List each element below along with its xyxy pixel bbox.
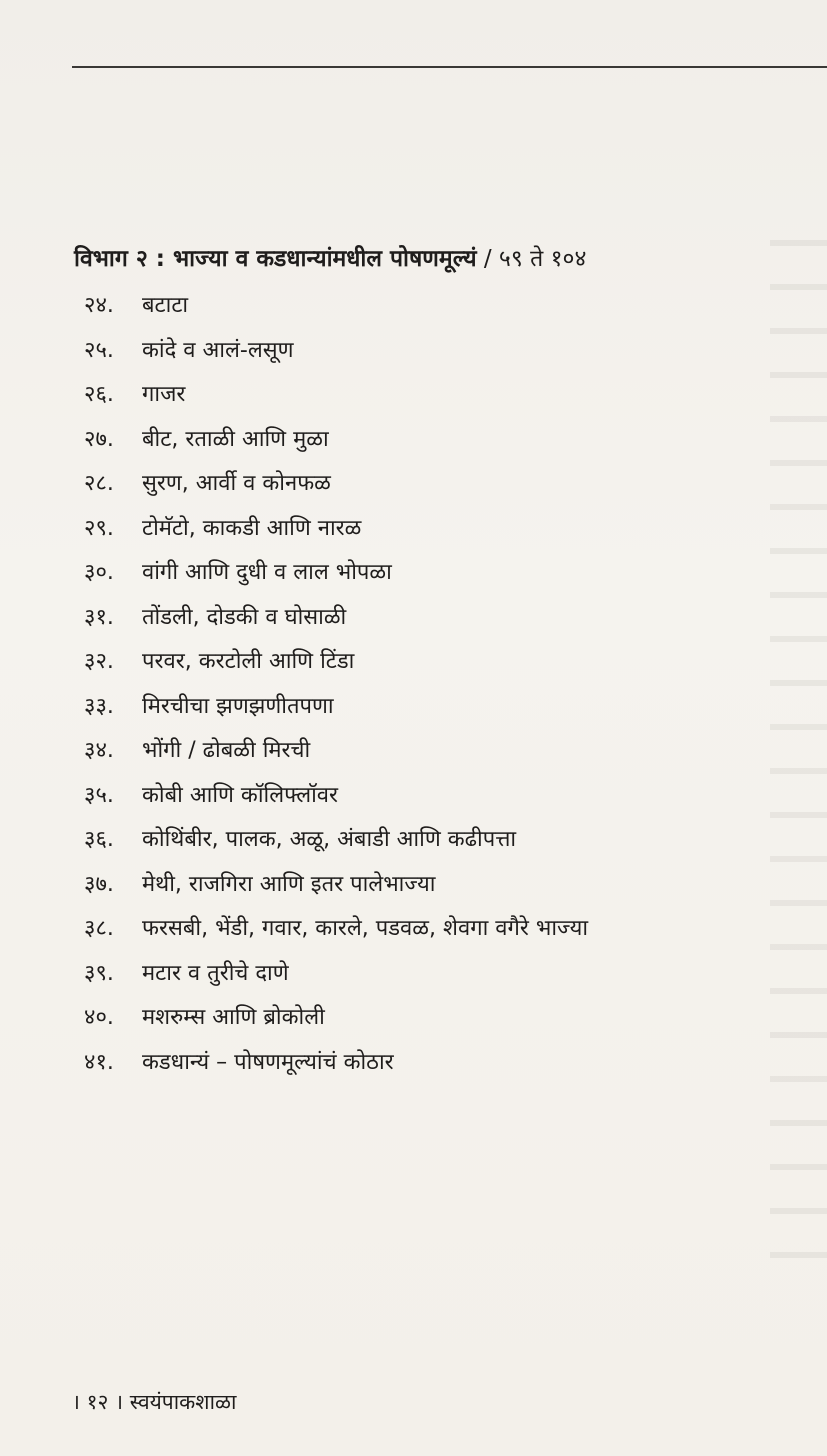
toc-item-number: ३३. xyxy=(84,693,114,719)
toc-item xyxy=(84,287,588,332)
toc-item xyxy=(84,554,588,599)
page-footer: । १२ । स्वयंपाकशाळा xyxy=(72,1390,237,1414)
header-rule xyxy=(72,66,827,68)
toc-item-number: २४. xyxy=(84,293,114,318)
toc-item xyxy=(84,688,588,733)
toc-item-number: ३५. xyxy=(84,782,114,808)
toc-item-text: मेथी, राजगिरा आणि इतर पालेभाज्या xyxy=(142,871,436,897)
toc-item-text: परवर, करटोली आणि टिंडा xyxy=(142,649,355,674)
toc-item-number: ३९. xyxy=(84,960,114,986)
toc-item xyxy=(84,421,588,466)
toc-item-number: ३०. xyxy=(84,560,114,585)
toc-item-text: मशरुम्स आणि ब्रोकोली xyxy=(142,1005,325,1030)
toc-item-number: २७. xyxy=(84,426,114,452)
toc-item-text: मिरचीचा झणझणीतपणा xyxy=(142,693,334,719)
section-page-range: / ५९ ते १०४ xyxy=(476,246,587,272)
toc-item xyxy=(84,376,588,421)
toc-item-text: फरसबी, भेंडी, गवार, कारले, पडवळ, शेवगा वगैरे भाज्या xyxy=(142,916,589,941)
toc-item xyxy=(84,999,588,1044)
toc-item-number: २६. xyxy=(84,382,114,407)
toc-item-text: सुरण, आर्वी व कोनफळ xyxy=(142,471,331,496)
toc-item-number: २५. xyxy=(84,337,114,363)
toc-item xyxy=(84,465,588,510)
toc-item-text: बीट, रताळी आणि मुळा xyxy=(142,426,329,452)
toc-item-number: ३७. xyxy=(84,871,114,897)
toc-item-number: ३८. xyxy=(84,916,114,941)
section-title: विभाग २ : भाज्या व कडधान्यांमधील पोषणमूल्यं xyxy=(74,246,477,272)
toc-item xyxy=(84,955,588,1000)
toc-item xyxy=(84,332,588,377)
toc-item xyxy=(84,643,588,688)
toc-item-number: ४०. xyxy=(84,1005,114,1030)
toc-item-number: २८. xyxy=(84,471,114,496)
toc-item-text: बटाटा xyxy=(142,293,189,318)
toc-item-text: कडधान्यं – पोषणमूल्यांचं कोठार xyxy=(142,1049,394,1075)
toc-item xyxy=(84,732,588,777)
toc-item-text: मटार व तुरीचे दाणे xyxy=(142,960,289,986)
toc-item-text: तोंडली, दोडकी व घोसाळी xyxy=(142,604,347,630)
toc-item-number: २९. xyxy=(84,515,114,541)
toc-item xyxy=(84,599,588,644)
toc-item-text: कांदे व आलं-लसूण xyxy=(142,337,294,363)
toc-item-number: ३२. xyxy=(84,649,114,674)
toc-item-number: ३६. xyxy=(84,827,114,852)
toc-item xyxy=(84,777,588,822)
toc-item-text: कोबी आणि कॉलिफ्लॉवर xyxy=(142,782,339,808)
toc-item-number: ३४. xyxy=(84,738,114,763)
toc-item xyxy=(84,510,588,555)
toc-item-number: ३१. xyxy=(84,604,114,630)
bleed-through-shadow xyxy=(770,240,827,1290)
toc-item-text: कोथिंबीर, पालक, अळू, अंबाडी आणि कढीपत्ता xyxy=(142,827,517,852)
toc-item xyxy=(84,866,588,911)
toc-item-text: टोमॅटो, काकडी आणि नारळ xyxy=(142,515,362,541)
toc-item xyxy=(84,910,588,955)
toc-item xyxy=(84,1044,588,1089)
toc-item-text: भोंगी / ढोबळी मिरची xyxy=(142,738,311,763)
toc-item-text: वांगी आणि दुधी व लाल भोपळा xyxy=(142,560,392,585)
toc-item-number: ४१. xyxy=(84,1049,114,1075)
section-heading xyxy=(74,244,586,274)
toc-item-text: गाजर xyxy=(142,382,186,407)
toc-list xyxy=(84,287,588,1088)
toc-item xyxy=(84,821,588,866)
